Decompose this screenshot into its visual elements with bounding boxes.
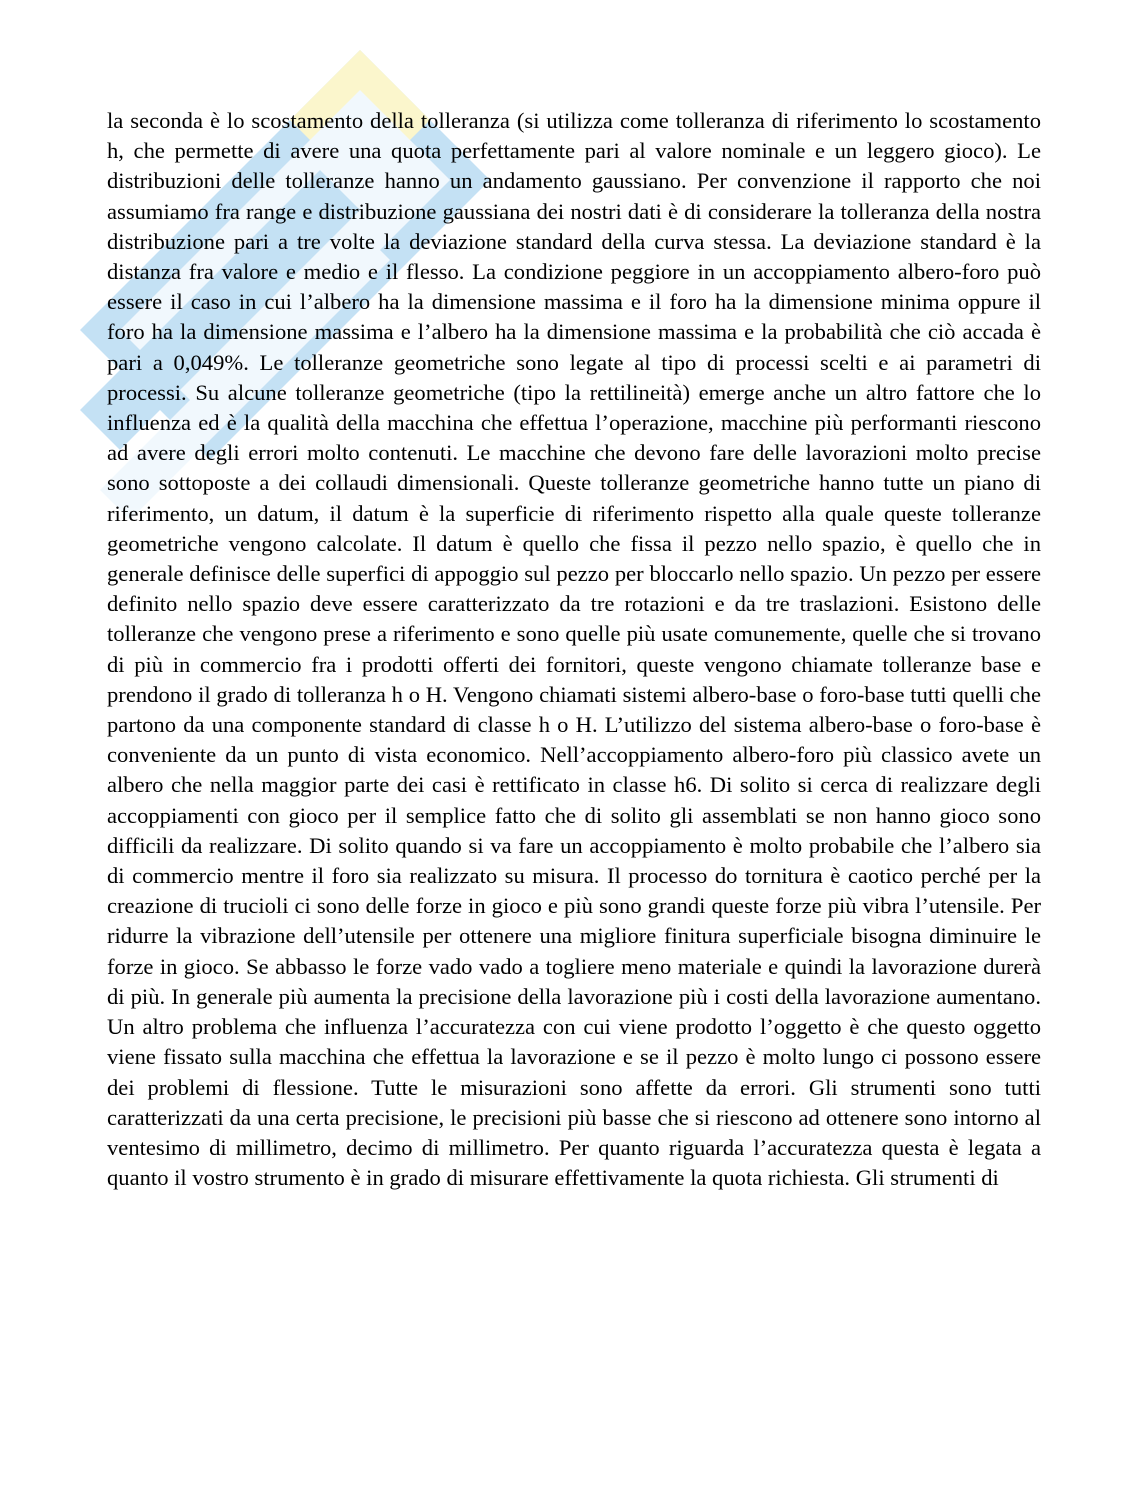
body-text xyxy=(107,106,1041,1193)
body-paragraph: la seconda è lo scostamento della tolleranza (si utilizza come tolleranza di riferimento lo scostamento h, che permette di avere una quota perfettamente pari al valore nominale e un leggero gioco). Le distribuzioni delle tolleranze hanno un andamento gaussiano. Per convenzione il rapporto che noi assumiamo fra range e distribuzione gaussiana dei nostri dati è di considerare la tolleranza della nostra distribuzione pari a tre volte la deviazione standard della curva stessa. La deviazione standard è la distanza fra valore e medio e il flesso. La condizione peggiore in un accoppiamento albero-foro può essere il caso in cui l’albero ha la dimensione massima e il foro ha la dimensione minima oppure il foro ha la dimensione massima e l’albero ha la dimensione massima e la probabilità che ciò accada è pari a 0,049%. Le tolleranze geometriche sono legate al tipo di processi scelti e ai parametri di processi. Su alcune tolleranze geometriche (tipo la rettilineità) emerge anche un altro fattore che lo influenza ed è la qualità della macchina che effettua l’operazione, macchine più performanti riescono ad avere degli errori molto contenuti. Le macchine che devono fare delle lavorazioni molto precise sono sottoposte a dei collaudi dimensionali. Queste tolleranze geometriche hanno tutte un piano di riferimento, un datum, il datum è la superficie di riferimento rispetto alla quale queste tolleranze geometriche vengono calcolate. Il datum è quello che fissa il pezzo nello spazio, è quello che in generale definisce delle superfici di appoggio sul pezzo per bloccarlo nello spazio. Un pezzo per essere definito nello spazio deve essere caratterizzato da tre rotazioni e da tre traslazioni. Esistono delle tolleranze che vengono prese a riferimento e sono quelle più usate comunemente, quelle che si trovano di più in commercio fra i prodotti offerti dei fornitori, queste vengono chiamate tolleranze base e prendono il grado di tolleranza h o H. Vengono chiamati sistemi albero-base o foro-base tutti quelli che partono da una componente standard di classe h o H. L’utilizzo del sistema albero-base o foro-base è conveniente da un punto di vista economico. Nell’accoppiamento albero-foro più classico avete un albero che nella maggior parte dei casi è rettificato in classe h6. Di solito si cerca di realizzare degli accoppiamenti con gioco per il semplice fatto che di solito gli assemblati se non hanno gioco sono difficili da realizzare. Di solito quando si va fare un accoppiamento è molto probabile che l’albero sia di commercio mentre il foro sia realizzato su misura. Il processo do tornitura è caotico perché per la creazione di trucioli ci sono delle forze in gioco e più sono grandi queste forze più vibra l’utensile. Per ridurre la vibrazione dell’utensile per ottenere una migliore finitura superficiale bisogna diminuire le forze in gioco. Se abbasso le forze vado vado a togliere meno materiale e quindi la lavorazione durerà di più. In generale più aumenta la precisione della lavorazione più i costi della lavorazione aumentano. Un altro problema che influenza l’accuratezza con cui viene prodotto l’oggetto è che questo oggetto viene fissato sulla macchina che effettua la lavorazione e se il pezzo è molto lungo ci possono essere dei problemi di flessione. Tutte le misurazioni sono affette da errori. Gli strumenti sono tutti caratterizzati da una certa precisione, le precisioni più basse che si riescono ad ottenere sono intorno al ventesimo di millimetro, decimo di millimetro. Per quanto riguarda l’accuratezza questa è legata a quanto il vostro strumento è in grado di misurare effettivamente la quota richiesta. Gli strumenti di xyxy=(107,108,1041,1191)
